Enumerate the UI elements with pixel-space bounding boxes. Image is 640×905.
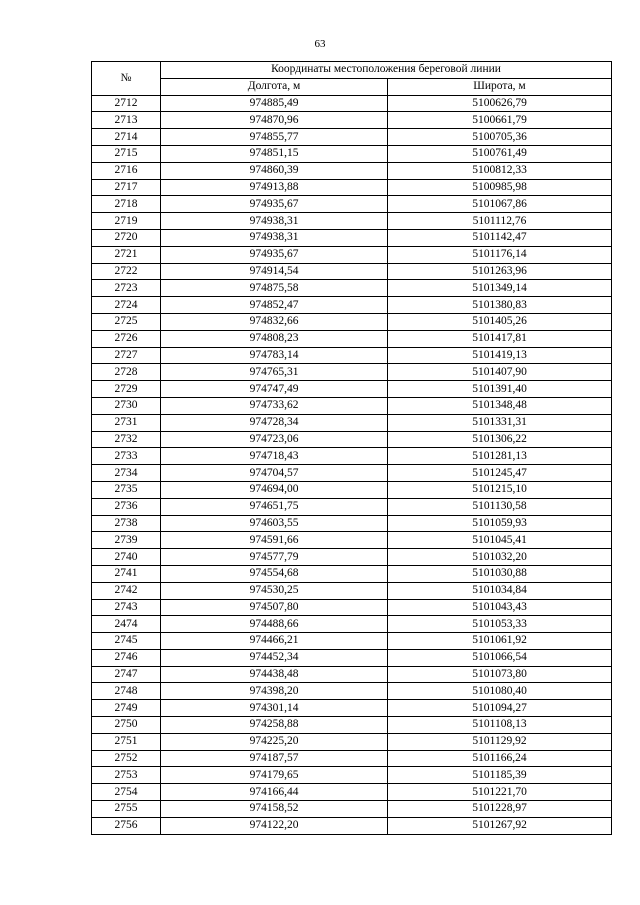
point-number-cell: 2714 — [92, 129, 161, 146]
longitude-cell: 974577,79 — [161, 549, 388, 566]
latitude-cell: 5101043,43 — [388, 599, 612, 616]
table-row — [92, 448, 612, 465]
point-number-cell: 2742 — [92, 582, 161, 599]
point-number-cell: 2733 — [92, 448, 161, 465]
longitude-cell: 974851,15 — [161, 145, 388, 162]
longitude-cell: 974938,31 — [161, 229, 388, 246]
point-number-cell: 2720 — [92, 229, 161, 246]
point-number-cell: 2731 — [92, 414, 161, 431]
point-number-cell: 2715 — [92, 145, 161, 162]
longitude-cell: 974488,66 — [161, 616, 388, 633]
point-number-cell: 2721 — [92, 246, 161, 263]
table-row — [92, 717, 612, 734]
latitude-cell: 5101417,81 — [388, 330, 612, 347]
table-row — [92, 162, 612, 179]
longitude-cell: 974733,62 — [161, 397, 388, 414]
longitude-cell: 974938,31 — [161, 213, 388, 230]
longitude-cell: 974225,20 — [161, 733, 388, 750]
table-row — [92, 330, 612, 347]
header-number: № — [92, 62, 161, 96]
point-number-cell: 2729 — [92, 381, 161, 398]
table-row — [92, 414, 612, 431]
table-row — [92, 213, 612, 230]
table-row — [92, 599, 612, 616]
table-row — [92, 465, 612, 482]
point-number-cell: 2717 — [92, 179, 161, 196]
latitude-cell: 5101407,90 — [388, 364, 612, 381]
longitude-cell: 974452,34 — [161, 649, 388, 666]
point-number-cell: 2750 — [92, 717, 161, 734]
latitude-cell: 5101129,92 — [388, 733, 612, 750]
point-number-cell: 2743 — [92, 599, 161, 616]
latitude-cell: 5101185,39 — [388, 767, 612, 784]
table-row — [92, 364, 612, 381]
latitude-cell: 5101045,41 — [388, 532, 612, 549]
latitude-cell: 5101094,27 — [388, 700, 612, 717]
table-row — [92, 767, 612, 784]
point-number-cell: 2719 — [92, 213, 161, 230]
point-number-cell: 2727 — [92, 347, 161, 364]
table-row — [92, 246, 612, 263]
point-number-cell: 2712 — [92, 95, 161, 112]
longitude-cell: 974187,57 — [161, 750, 388, 767]
header-longitude: Долгота, м — [161, 78, 388, 95]
table-row — [92, 565, 612, 582]
latitude-cell: 5101405,26 — [388, 313, 612, 330]
table-row — [92, 229, 612, 246]
latitude-cell: 5101215,10 — [388, 481, 612, 498]
table-row — [92, 532, 612, 549]
longitude-cell: 974438,48 — [161, 666, 388, 683]
header-latitude: Широта, м — [388, 78, 612, 95]
latitude-cell: 5101030,88 — [388, 565, 612, 582]
point-number-cell: 2725 — [92, 313, 161, 330]
latitude-cell: 5101245,47 — [388, 465, 612, 482]
latitude-cell: 5100661,79 — [388, 112, 612, 129]
point-number-cell: 2713 — [92, 112, 161, 129]
longitude-cell: 974852,47 — [161, 297, 388, 314]
point-number-cell: 2741 — [92, 565, 161, 582]
table-row — [92, 263, 612, 280]
point-number-cell: 2745 — [92, 633, 161, 650]
point-number-cell: 2474 — [92, 616, 161, 633]
latitude-cell: 5101066,54 — [388, 649, 612, 666]
longitude-cell: 974704,57 — [161, 465, 388, 482]
latitude-cell: 5101032,20 — [388, 549, 612, 566]
point-number-cell: 2752 — [92, 750, 161, 767]
point-number-cell: 2724 — [92, 297, 161, 314]
latitude-cell: 5101391,40 — [388, 381, 612, 398]
table-row — [92, 700, 612, 717]
longitude-cell: 974258,88 — [161, 717, 388, 734]
latitude-cell: 5101176,14 — [388, 246, 612, 263]
latitude-cell: 5101380,83 — [388, 297, 612, 314]
point-number-cell: 2730 — [92, 397, 161, 414]
longitude-cell: 974466,21 — [161, 633, 388, 650]
table-body — [92, 95, 612, 834]
table-row — [92, 112, 612, 129]
table-row — [92, 145, 612, 162]
longitude-cell: 974166,44 — [161, 784, 388, 801]
point-number-cell: 2726 — [92, 330, 161, 347]
coordinates-table — [91, 61, 612, 835]
table-row — [92, 750, 612, 767]
point-number-cell: 2736 — [92, 498, 161, 515]
point-number-cell: 2723 — [92, 280, 161, 297]
longitude-cell: 974507,80 — [161, 599, 388, 616]
longitude-cell: 974935,67 — [161, 246, 388, 263]
table-row — [92, 784, 612, 801]
longitude-cell: 974158,52 — [161, 801, 388, 818]
latitude-cell: 5100626,79 — [388, 95, 612, 112]
table-row — [92, 616, 612, 633]
latitude-cell: 5101221,70 — [388, 784, 612, 801]
table-row — [92, 666, 612, 683]
longitude-cell: 974728,34 — [161, 414, 388, 431]
longitude-cell: 974914,54 — [161, 263, 388, 280]
header-coordinates-group: Координаты местоположения береговой линии — [161, 62, 612, 79]
longitude-cell: 974301,14 — [161, 700, 388, 717]
point-number-cell: 2749 — [92, 700, 161, 717]
point-number-cell: 2751 — [92, 733, 161, 750]
point-number-cell: 2748 — [92, 683, 161, 700]
latitude-cell: 5101080,40 — [388, 683, 612, 700]
longitude-cell: 974808,23 — [161, 330, 388, 347]
latitude-cell: 5101281,13 — [388, 448, 612, 465]
longitude-cell: 974913,88 — [161, 179, 388, 196]
point-number-cell: 2716 — [92, 162, 161, 179]
latitude-cell: 5101349,14 — [388, 280, 612, 297]
table-row — [92, 95, 612, 112]
longitude-cell: 974935,67 — [161, 196, 388, 213]
point-number-cell: 2756 — [92, 817, 161, 834]
longitude-cell: 974855,77 — [161, 129, 388, 146]
longitude-cell: 974860,39 — [161, 162, 388, 179]
table-row — [92, 297, 612, 314]
longitude-cell: 974651,75 — [161, 498, 388, 515]
longitude-cell: 974765,31 — [161, 364, 388, 381]
table-row — [92, 481, 612, 498]
longitude-cell: 974554,68 — [161, 565, 388, 582]
longitude-cell: 974694,00 — [161, 481, 388, 498]
latitude-cell: 5101228,97 — [388, 801, 612, 818]
longitude-cell: 974398,20 — [161, 683, 388, 700]
table-row — [92, 431, 612, 448]
point-number-cell: 2739 — [92, 532, 161, 549]
longitude-cell: 974870,96 — [161, 112, 388, 129]
longitude-cell: 974723,06 — [161, 431, 388, 448]
longitude-cell: 974885,49 — [161, 95, 388, 112]
latitude-cell: 5101067,86 — [388, 196, 612, 213]
longitude-cell: 974747,49 — [161, 381, 388, 398]
latitude-cell: 5101331,31 — [388, 414, 612, 431]
point-number-cell: 2728 — [92, 364, 161, 381]
page-number: 63 — [314, 38, 326, 50]
latitude-cell: 5101267,92 — [388, 817, 612, 834]
longitude-cell: 974122,20 — [161, 817, 388, 834]
longitude-cell: 974530,25 — [161, 582, 388, 599]
longitude-cell: 974591,66 — [161, 532, 388, 549]
table-row — [92, 313, 612, 330]
table-row — [92, 129, 612, 146]
latitude-cell: 5101166,24 — [388, 750, 612, 767]
latitude-cell: 5100812,33 — [388, 162, 612, 179]
latitude-cell: 5101306,22 — [388, 431, 612, 448]
latitude-cell: 5101073,80 — [388, 666, 612, 683]
point-number-cell: 2722 — [92, 263, 161, 280]
point-number-cell: 2753 — [92, 767, 161, 784]
point-number-cell: 2755 — [92, 801, 161, 818]
point-number-cell: 2754 — [92, 784, 161, 801]
point-number-cell: 2746 — [92, 649, 161, 666]
point-number-cell: 2718 — [92, 196, 161, 213]
longitude-cell: 974603,55 — [161, 515, 388, 532]
point-number-cell: 2734 — [92, 465, 161, 482]
latitude-cell: 5100985,98 — [388, 179, 612, 196]
point-number-cell: 2747 — [92, 666, 161, 683]
latitude-cell: 5101059,93 — [388, 515, 612, 532]
longitude-cell: 974875,58 — [161, 280, 388, 297]
table-header — [92, 62, 612, 96]
point-number-cell: 2732 — [92, 431, 161, 448]
longitude-cell: 974783,14 — [161, 347, 388, 364]
latitude-cell: 5101112,76 — [388, 213, 612, 230]
table-row — [92, 733, 612, 750]
table-row — [92, 498, 612, 515]
latitude-cell: 5101061,92 — [388, 633, 612, 650]
table-row — [92, 196, 612, 213]
latitude-cell: 5101419,13 — [388, 347, 612, 364]
latitude-cell: 5101108,13 — [388, 717, 612, 734]
latitude-cell: 5101142,47 — [388, 229, 612, 246]
latitude-cell: 5101263,96 — [388, 263, 612, 280]
latitude-cell: 5101034,84 — [388, 582, 612, 599]
table-row — [92, 179, 612, 196]
latitude-cell: 5100705,36 — [388, 129, 612, 146]
longitude-cell: 974179,65 — [161, 767, 388, 784]
table-row — [92, 633, 612, 650]
table-row — [92, 582, 612, 599]
longitude-cell: 974832,66 — [161, 313, 388, 330]
point-number-cell: 2735 — [92, 481, 161, 498]
point-number-cell: 2740 — [92, 549, 161, 566]
table-row — [92, 683, 612, 700]
latitude-cell: 5101348,48 — [388, 397, 612, 414]
point-number-cell: 2738 — [92, 515, 161, 532]
table-row — [92, 280, 612, 297]
table-row — [92, 801, 612, 818]
table-row — [92, 515, 612, 532]
table-row — [92, 381, 612, 398]
table-row — [92, 649, 612, 666]
table-row — [92, 347, 612, 364]
longitude-cell: 974718,43 — [161, 448, 388, 465]
latitude-cell: 5100761,49 — [388, 145, 612, 162]
table-row — [92, 549, 612, 566]
table-row — [92, 817, 612, 834]
table-row — [92, 397, 612, 414]
latitude-cell: 5101130,58 — [388, 498, 612, 515]
latitude-cell: 5101053,33 — [388, 616, 612, 633]
